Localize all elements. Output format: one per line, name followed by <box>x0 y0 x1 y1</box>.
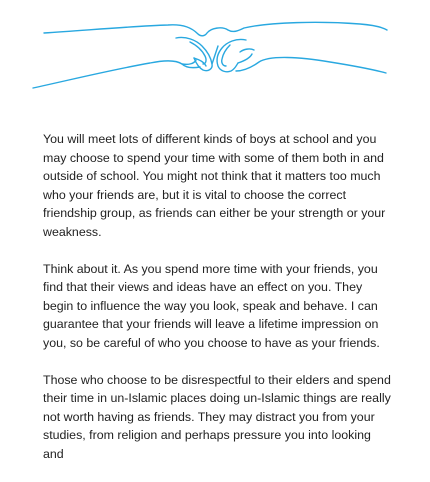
fist-bump-line-art-icon <box>0 0 430 100</box>
paragraph: You will meet lots of different kinds of boys at school and you may choose to spend your time with some of them both in and outside of school. You might not think that it matters too much who your friends are, but it is vital to choose the correct friendship group, as friends can either be your strength or your weakness. <box>43 132 386 239</box>
body-text <box>43 130 393 482</box>
paragraph: Those who choose to be disrespectful to their elders and spend their time in un-Islamic places doing un-Islamic things are really not worth having as friends. They may distract you from your studies, from religion and perhaps pressure you into looking and <box>43 372 391 461</box>
paragraph: Think about it. As you spend more time with your friends, you find that their views and ideas have an effect on you. They begin to influence the way you look, speak and behave. I can guarantee that your friends will leave a lifetime impression on you, so be careful of who you choose to have as your friends. <box>43 261 380 350</box>
